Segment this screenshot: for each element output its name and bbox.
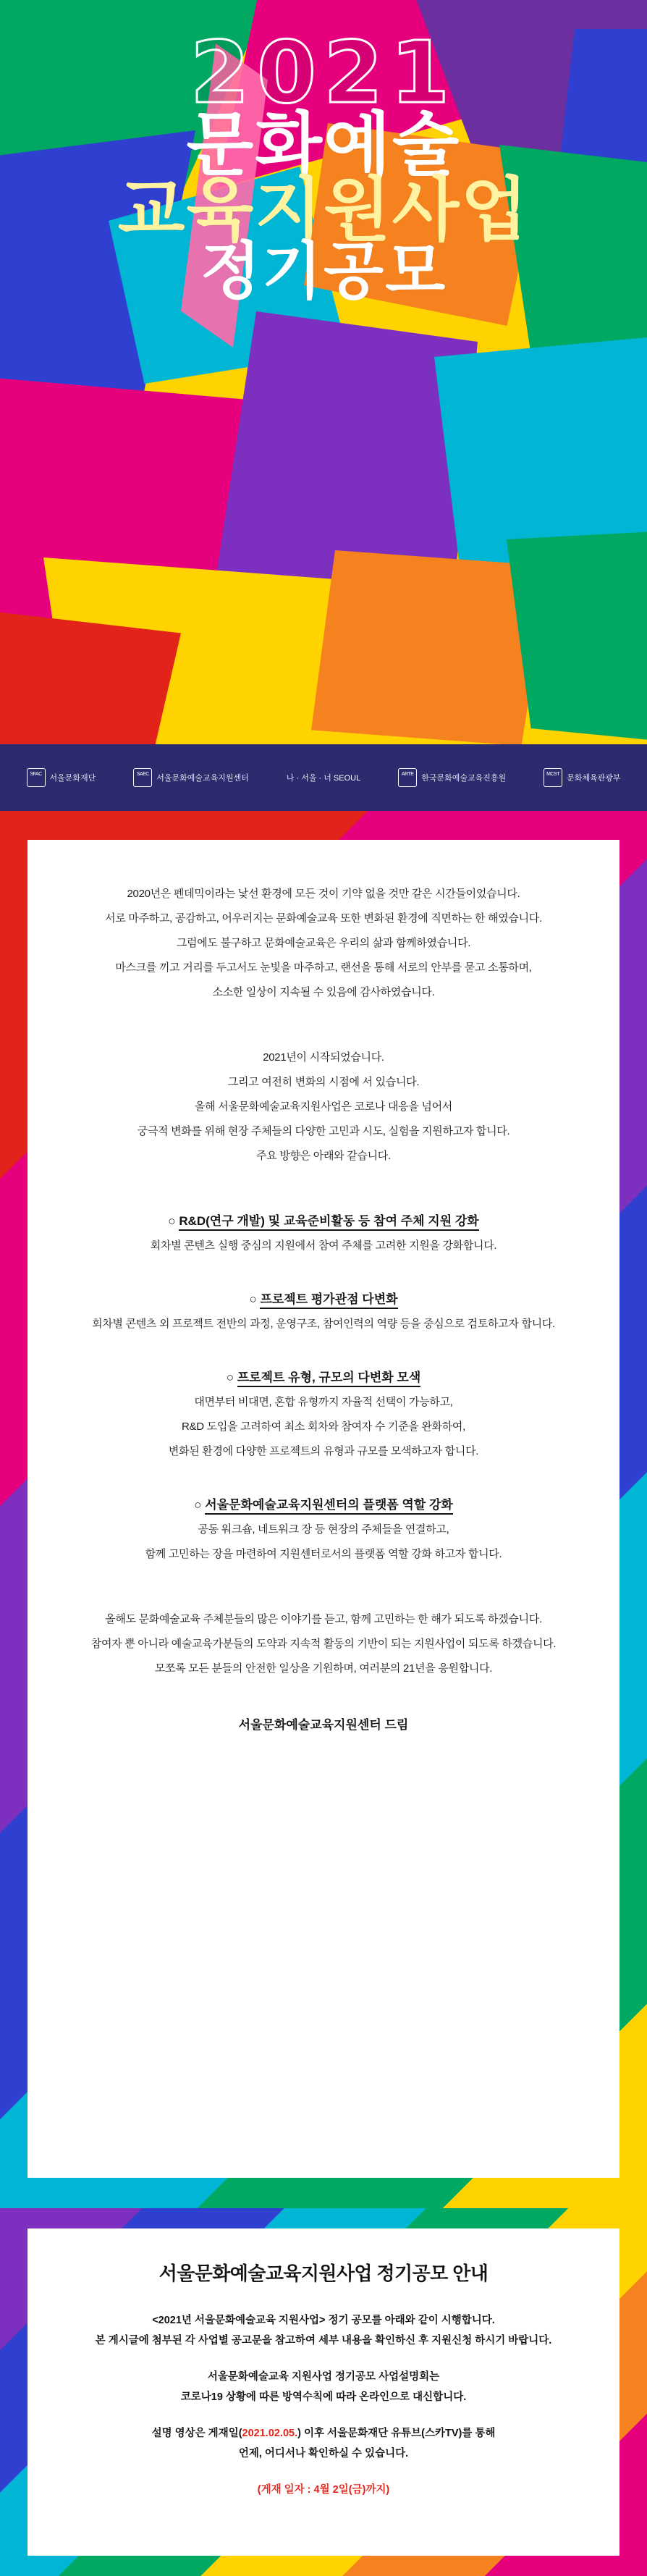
logo-label: 문화체육관광부 bbox=[567, 774, 621, 783]
logo-seoul-foundation bbox=[27, 768, 96, 787]
section-heading bbox=[67, 1493, 580, 1518]
notice-card bbox=[28, 2228, 619, 2556]
letter-paragraph: 2021년이 시작되었습니다. bbox=[263, 1051, 384, 1064]
letter-paragraph: 서로 마주하고, 공감하고, 어우러지는 문화예술교육 또한 변화된 환경에 직면하는 한 해였습니다. bbox=[105, 912, 542, 925]
hero-banner bbox=[0, 0, 647, 811]
spacer bbox=[67, 1005, 580, 1045]
hero-title-line4: 정기공모 bbox=[200, 237, 447, 307]
section-heading bbox=[67, 1209, 580, 1234]
logo-mcst bbox=[544, 768, 620, 787]
letter-paragraph: 올해도 문화예술교육 주체분들의 많은 이야기를 듣고, 함께 고민하는 한 해가 되도록 하겠습니다. bbox=[105, 1613, 542, 1625]
bullet-icon: ○ bbox=[168, 1214, 176, 1228]
notice-line: 본 게시글에 첨부된 각 사업별 공고문을 참고하여 세부 내용을 확인하신 후 지원신청 하시기 바랍니다. bbox=[95, 2335, 552, 2346]
notice-title: 서울문화예술교육지원사업 정기공모 안내 bbox=[158, 2263, 489, 2284]
letter-paragraph: 궁극적 변화를 위해 현장 주체들의 다양한 고민과 시도, 실험을 지원하고자 합니다. bbox=[137, 1125, 510, 1137]
section-heading-text: R&D(연구 개발) 및 교육준비활동 등 참여 주체 지원 강화 bbox=[179, 1214, 478, 1231]
section-line: 회차별 콘텐츠 실행 중심의 지원에서 참여 주체를 고려한 지원을 강화합니다. bbox=[150, 1239, 497, 1252]
logo-seoul-arts-education-center bbox=[133, 768, 249, 787]
letter-paragraph: 그리고 여전히 변화의 시점에 서 있습니다. bbox=[227, 1076, 420, 1088]
letter-card bbox=[28, 840, 619, 2178]
decorative-shape-green-bottom bbox=[507, 529, 647, 746]
letter-signature: 서울문화예술교육지원센터 드림 bbox=[238, 1718, 409, 1732]
logo-mark-icon: SAEC bbox=[133, 768, 152, 787]
notice-line: <2021년 서울문화예술교육 지원사업> 정기 공모를 아래와 같이 시행합니다. bbox=[152, 2315, 495, 2326]
logo-strip bbox=[0, 744, 647, 811]
section-heading-text: 서울문화예술교육지원센터의 플랫폼 역할 강화 bbox=[205, 1498, 453, 1515]
letter-section bbox=[0, 811, 647, 2208]
logo-label: 한국문화예술교육진흥원 bbox=[421, 774, 507, 783]
spacer bbox=[67, 1337, 580, 1365]
section-line: 공동 워크숍, 네트워크 장 등 현장의 주체들을 연결하고, bbox=[198, 1523, 449, 1536]
notice-section bbox=[0, 2208, 647, 2576]
bullet-icon: ○ bbox=[226, 1371, 234, 1384]
notice-highlight-prefix: 설명 영상은 게재일( bbox=[151, 2428, 242, 2439]
section-heading bbox=[67, 1365, 580, 1390]
section-line: R&D 도입을 고려하여 최소 회차와 참여자 수 기준을 완화하여, bbox=[182, 1420, 465, 1433]
logo-label: 서울문화예술교육지원센터 bbox=[156, 774, 249, 783]
hero-title-year: 2021 bbox=[190, 22, 457, 122]
spacer bbox=[67, 1464, 580, 1493]
notice-line: 언제, 어디서나 확인하실 수 있습니다. bbox=[238, 2448, 409, 2459]
logo-i-seoul-u bbox=[287, 772, 360, 783]
letter-paragraph: 소소한 일상이 지속될 수 있음에 감사하였습니다. bbox=[212, 986, 435, 998]
spacer bbox=[61, 2351, 586, 2367]
letter-paragraph: 모쪼록 모든 분들의 안전한 일상을 기원하며, 여러분의 21년을 응원합니다. bbox=[154, 1662, 493, 1675]
section-line: 함께 고민하는 장을 마련하여 지원센터로서의 플랫폼 역할 강화 하고자 합니다. bbox=[145, 1548, 502, 1560]
hero-title-line2: 문화예술 bbox=[186, 106, 461, 185]
section-line: 대면부터 비대면, 혼합 유형까지 자율적 선택이 가능하고, bbox=[194, 1396, 453, 1408]
logo-label: 나 · 서울 · 너 SEOUL bbox=[286, 774, 361, 783]
notice-highlight-suffix: ) 이후 서울문화재단 유튜브(스카TV)를 통해 bbox=[297, 2428, 496, 2439]
letter-paragraph: 참여자 뿐 아니라 예술교육가분들의 도약과 지속적 활동의 기반이 되는 지원사업이 되도록 하겠습니다. bbox=[90, 1638, 557, 1650]
logo-arte bbox=[398, 768, 506, 787]
logo-mark-icon: ARTE bbox=[398, 768, 417, 787]
spacer bbox=[67, 1169, 580, 1209]
section-heading bbox=[67, 1287, 580, 1312]
hero-title-line3: 교육지원사업 bbox=[117, 172, 530, 250]
section-heading-text: 프로젝트 유형, 규모의 다변화 모색 bbox=[237, 1371, 421, 1387]
hero-title bbox=[0, 22, 647, 307]
spacer bbox=[67, 1567, 580, 1607]
notice-highlight-date: 2021.02.05. bbox=[242, 2428, 298, 2439]
letter-paragraph: 올해 서울문화예술교육지원사업은 코로나 대응을 넘어서 bbox=[194, 1100, 453, 1113]
notice-deadline: (게재 일자 : 4월 2일(금)까지) bbox=[257, 2484, 390, 2496]
logo-label: 서울문화재단 bbox=[49, 774, 96, 783]
bullet-icon: ○ bbox=[194, 1498, 202, 1512]
spacer bbox=[61, 2464, 586, 2480]
spacer bbox=[61, 2407, 586, 2423]
section-line: 변화된 환경에 다양한 프로젝트의 유형과 규모를 모색하고자 합니다. bbox=[168, 1445, 479, 1457]
section-line: 회차별 콘텐츠 외 프로젝트 전반의 과정, 운영구조, 참여인력의 역량 등을 중심으로 검토하고자 합니다. bbox=[92, 1318, 555, 1330]
notice-highlight-line bbox=[61, 2423, 586, 2444]
logo-mark-icon: MCST bbox=[544, 768, 562, 787]
section-heading-text: 프로젝트 평가관점 다변화 bbox=[260, 1292, 397, 1309]
logo-mark-icon: SFAC bbox=[27, 768, 46, 787]
bullet-icon: ○ bbox=[249, 1292, 257, 1306]
letter-paragraph: 마스크를 끼고 거리를 두고서도 눈빛을 마주하고, 랜선을 통해 서로의 안부를 묻고 소통하며, bbox=[115, 961, 532, 974]
notice-line: 코로나19 상황에 따른 방역수칙에 따라 온라인으로 대신합니다. bbox=[180, 2391, 467, 2403]
letter-paragraph: 그럼에도 불구하고 문화예술교육은 우리의 삶과 함께하였습니다. bbox=[176, 937, 471, 949]
spacer bbox=[67, 1258, 580, 1287]
notice-line: 서울문화예술교육 지원사업 정기공모 사업설명회는 bbox=[207, 2371, 440, 2383]
letter-paragraph: 2020년은 펜데믹이라는 낯선 환경에 모든 것이 기약 없을 것만 같은 시간들이었습니다. bbox=[127, 888, 520, 900]
letter-paragraph: 주요 방향은 아래와 같습니다. bbox=[256, 1150, 391, 1162]
